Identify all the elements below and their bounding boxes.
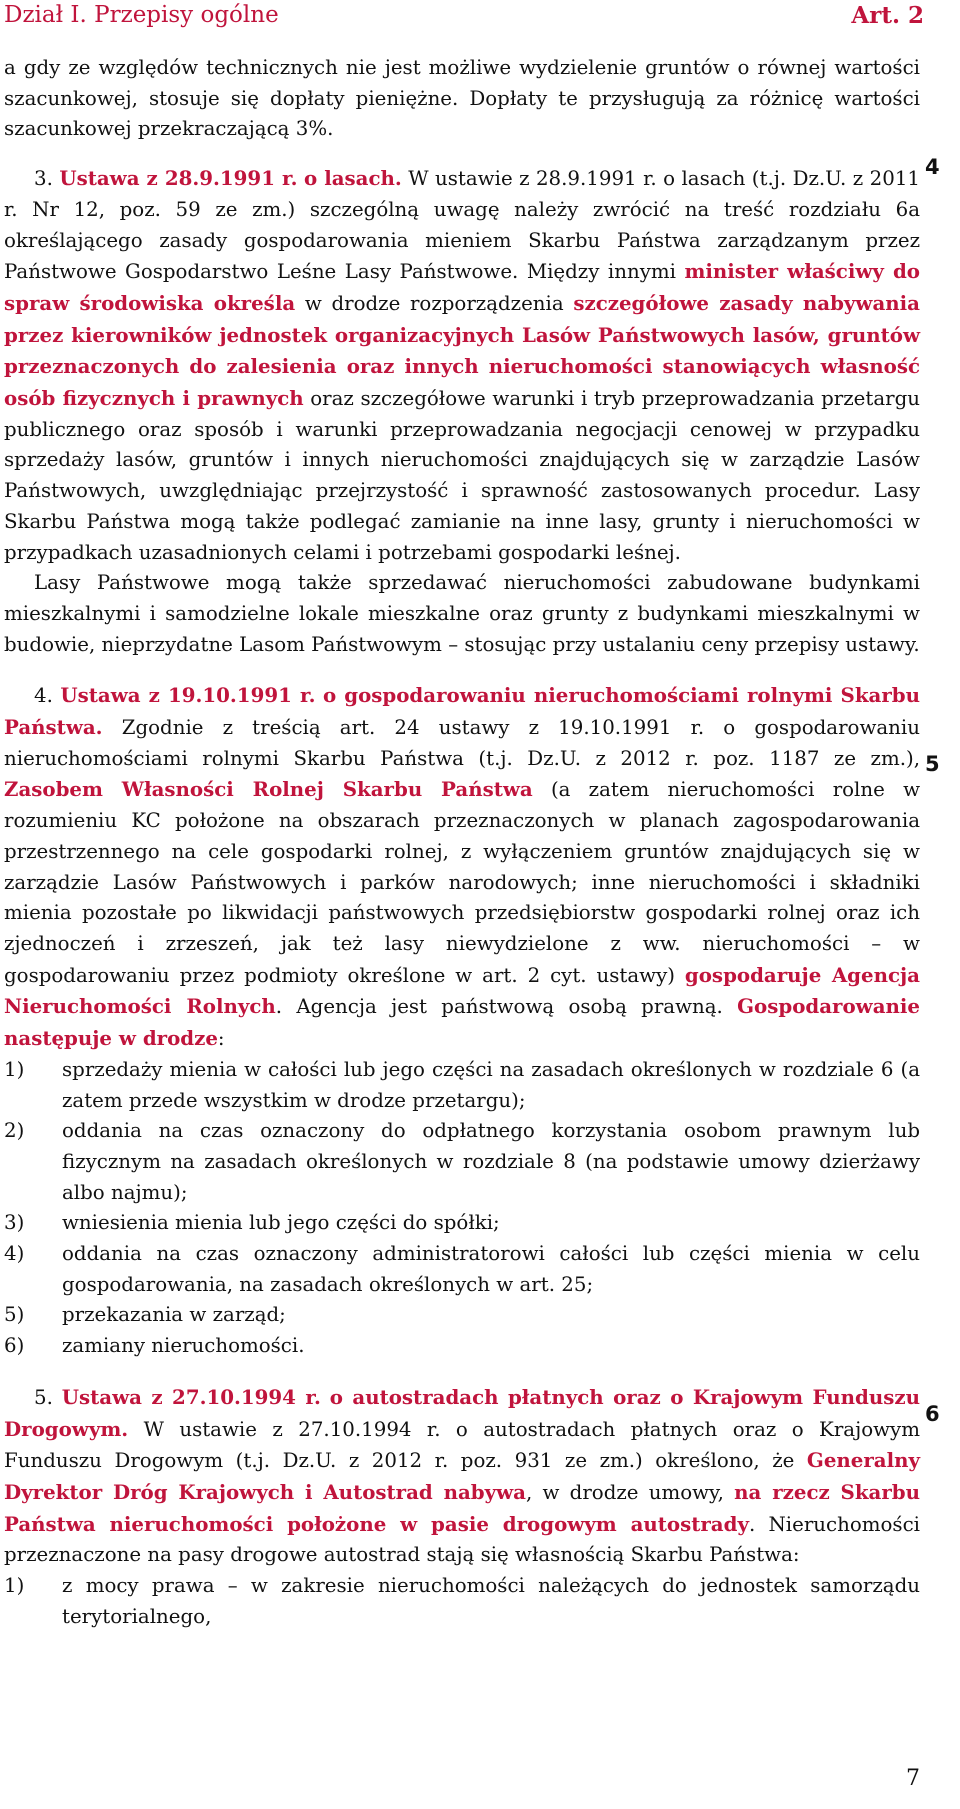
- list-item-text: oddania na czas oznaczony administratorowi całości lub części mienia w celu gospodarowania, na zasadach określonych w art. 25;: [62, 1242, 920, 1296]
- list-item-number: 6): [4, 1334, 25, 1358]
- list-item-text: zamiany nieruchomości.: [62, 1334, 305, 1358]
- item-4: [4, 680, 920, 1054]
- list-item-text: sprzedaży mienia w całości lub jego części na zasadach określonych w rozdziale 6 (a zatem przede wszystkim w drodze przetargu);: [62, 1057, 920, 1112]
- list-item: [4, 1208, 920, 1239]
- item-4-text-2: (a zatem nieruchomości rolne w rozumieniu KC położone na obszarach przeznaczonych w planach zagospodarowania przestrzennego na cele gospodarki rolnej, z wyłączeniem gruntów znajdujących się w zarządzie Lasów Państwowych i parków narodowych; inne nieruchomości i składniki mienia pozostałe po likwidacji państwowych przedsiębiorstw gospodarki rolnej oraz ich zjednoczeń i zrzeszeń, jak też lasy niewydzielone z ww. nieruchomości – w gospodarowaniu przez podmioty określone w art. 2 cyt. ustawy): [4, 778, 920, 987]
- item-3-title-b: o lasach.: [303, 166, 402, 191]
- item-4-text-3: . Agencja jest państwową osobą prawną.: [275, 995, 723, 1019]
- document-body: [4, 53, 920, 1632]
- list-item: [4, 1239, 920, 1300]
- item-3: [4, 163, 920, 568]
- list-item-number: 2): [4, 1119, 25, 1143]
- item-5-title-a: Ustawa z 27.10.1994 r.: [61, 1384, 321, 1409]
- item-4-text-4: :: [217, 1027, 225, 1051]
- item-4-title-b: o gospodarowaniu nieruchomościami rolnymi Skarbu Państwa.: [4, 683, 920, 740]
- item-3-bold-1: minister właściwy do spraw środowiska określa: [4, 259, 920, 315]
- list-item-text: z mocy prawa – w zakresie nieruchomości należących do jednostek samorządu terytorialnego,: [62, 1574, 920, 1628]
- item-4-bold-1: Zasobem Własności Rolnej Skarbu Państwa: [4, 777, 533, 802]
- list-item: [4, 1571, 920, 1632]
- list-item-number: 4): [4, 1242, 25, 1266]
- list-item-text: oddania na czas oznaczony do odpłatnego korzystania osobom prawnym lub fizycznym na zasadach określonych w rozdziale 8 (na podstawie umowy dzierżawy albo najmu);: [62, 1119, 920, 1204]
- item-4-text-1: Zgodnie z treścią art. 24 ustawy z 19.10.1991 r. o gospodarowaniu nieruchomościami rolnymi Skarbu Państwa (t.j. Dz.U. z 2012 r. poz. 1187 ze zm.),: [4, 716, 920, 770]
- article-label: Art. 2: [851, 2, 924, 29]
- list-item: [4, 1116, 920, 1208]
- item-3-paragraph-2: Lasy Państwowe mogą także sprzedawać nieruchomości zabudowane budynkami mieszkalnymi i samodzielne lokale mieszkalne oraz grunty z budynkami mieszkalnymi w budowie, nieprzydatne Lasom Państwowym – stosując przy ustalaniu ceny przepisy ustawy.: [4, 571, 920, 656]
- paragraph-continuation: a gdy ze względów technicznych nie jest możliwe wydzielenie gruntów o równej wartości szacunkowej, stosuje się dopłaty pieniężne. Dopłaty te przysługują za różnicę wartości szacunkowej przekraczającą 3%.: [4, 56, 920, 141]
- item-5-list: [4, 1571, 920, 1632]
- item-4-bold-2: gospodaruje Agencja Nieruchomości Rolnych: [4, 962, 920, 1019]
- item-4-number: 4.: [34, 684, 53, 708]
- item-5: [4, 1382, 920, 1571]
- item-5-text-3: . Nieruchomości przeznaczone na pasy drogowe autostrad stają się własnością Skarbu Państwa:: [4, 1512, 920, 1567]
- item-5-text-2: , w drodze umowy,: [525, 1480, 724, 1504]
- item-4-bold-3: Gospodarowanie następuje w drodze: [4, 994, 920, 1051]
- item-3-text-3: oraz szczegółowe warunki i tryb przeprowadzania przetargu publicznego oraz sposób i warunki przeprowadzania negocjacji cenowej w przypadku sprzedaży lasów, gruntów i innych nieruchomości znajdujących się w zarządzie Lasów Państwowych, uwzględniając przejrzystość i sprawność zastosowanych procedur. Lasy Skarbu Państwa mogą także podlegać zamianie na inne lasy, grunty i nieruchomości w przypadkach uzasadnionych celami i potrzebami gospodarki leśnej.: [4, 387, 920, 564]
- list-item: [4, 1055, 920, 1116]
- page-number: 7: [906, 1766, 920, 1791]
- item-3-title-a: Ustawa z 28.9.1991 r.: [59, 166, 298, 191]
- item-3-number: 3.: [34, 167, 53, 191]
- list-item-number: 1): [4, 1574, 25, 1598]
- item-4-title-a: Ustawa z 19.10.1991 r.: [60, 683, 316, 708]
- list-item-text: przekazania w zarząd;: [62, 1303, 286, 1327]
- item-5-bold-1: Generalny Dyrektor Dróg Krajowych i Autostrad nabywa: [4, 1448, 920, 1504]
- margin-number-4: 4: [925, 155, 940, 179]
- item-5-number: 5.: [34, 1385, 53, 1409]
- section-title: Dział I. Przepisy ogólne: [4, 2, 279, 28]
- item-5-title-b: o autostradach płatnych oraz o Krajowym Funduszu Drogowym.: [4, 1384, 920, 1441]
- list-item-number: 5): [4, 1303, 25, 1327]
- margin-number-6: 6: [925, 1402, 940, 1426]
- list-item-number: 1): [4, 1057, 25, 1081]
- item-3-bold-2: szczegółowe zasady nabywania przez kierowników jednostek organizacyjnych Lasów Państwowych lasów, gruntów przeznaczonych do zalesienia oraz innych nieruchomości stanowiących własność osób fizycznych i prawnych: [4, 290, 920, 411]
- list-item-text: wniesienia mienia lub jego części do spółki;: [62, 1211, 500, 1235]
- item-5-text-1: W ustawie z 27.10.1994 r. o autostradach płatnych oraz o Krajowym Funduszu Drogowym (t.j. Dz.U. z 2012 r. poz. 931 ze zm.) określono, że: [4, 1417, 920, 1473]
- list-item: [4, 1300, 920, 1331]
- item-3-text-1: W ustawie z 28.9.1991 r. o lasach (t.j. Dz.U. z 2011 r. Nr 12, poz. 59 ze zm.) szczególną uwagę należy zwrócić na treść rozdziału 6a określającego zasady gospodarowania mieniem Skarbu Państwa zarządzanym przez Państwowe Gospodarstwo Leśne Lasy Państwowe. Między innymi: [4, 167, 920, 284]
- margin-number-5: 5: [925, 752, 940, 776]
- item-5-bold-2: na rzecz Skarbu Państwa nieruchomości położone w pasie drogowym autostrady: [4, 1479, 921, 1536]
- item-3-text-2: w drodze rozporządzenia: [304, 291, 564, 315]
- list-item-number: 3): [4, 1211, 25, 1235]
- item-4-list: [4, 1055, 920, 1362]
- list-item: [4, 1331, 920, 1362]
- page-header: [4, 2, 924, 36]
